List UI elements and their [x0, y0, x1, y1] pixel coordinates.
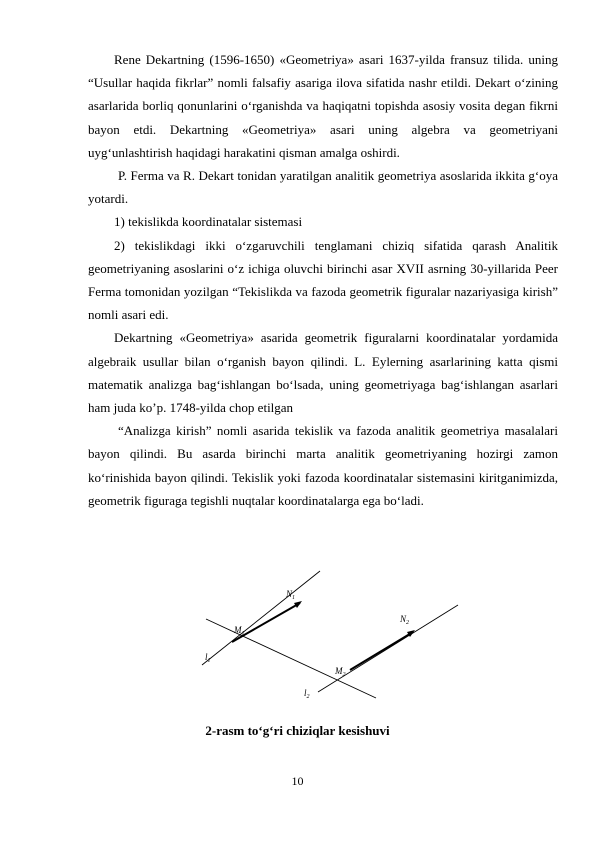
page-number: 10 [291, 774, 304, 788]
list-item-1: 1) tekislikda koordinatalar sistemasi [114, 214, 303, 230]
paragraph-dekart-geometriya: Rene Dekartning (1596-1650) «Geometriya» asari 1637-yilda fransuz tilida. uning “Usullar haqida fikrlar” nomli falsafiy asariga ilova sifatida nashr etildi. Dekart o‘zining asarlarida borliq qonunlarini o‘rganishda va haqiqatni topishda asosiy vosita degan fikrni bayon etdi. Dekartning «Geometriya» asari uning algebra va geometriyani uyg‘unlashtirish haqidagi harakatini qisman amalga oshirdi. [88, 52, 558, 160]
paragraph-analizga-kirish: “Analizga kirish” nomli asarida tekislik va fazoda analitik geometriya masalalari bayon qilindi. Bu asarda birinchi marta analitik geometriyaning hozirgi zamon ko‘rinishida bayon qilindi. Tekislik yoki fazoda koordinatalar sistemasini kiritganimizda, geometrik figuraga tegishli nuqtalar koordinatalarga ega bo‘ladi. [88, 423, 558, 508]
paragraph-eyler: Dekartning «Geometriya» asarida geometrik figuralarni koordinatalar yordamida algebraik usullar bilan o‘rganish bayon qilindi. L. Eylerning asarlarining katta qismi matematik analizga bag‘ishlangan bo‘lsada, uning geometriyaga bag‘ishlangan asarlari ham juda ko’p. 1748-yilda chop etilgan [88, 330, 558, 416]
label-n2: $N_2$ [400, 614, 410, 626]
document-body [88, 48, 558, 512]
figure-caption: 2-rasm to‘g‘ri chiziqlar kesishuvi [205, 723, 390, 738]
intersecting-lines-figure [200, 570, 470, 710]
line-l1 [202, 571, 320, 665]
list-item-2: 2) tekislikdagi ikki o‘zgaruvchili tenglamani chiziq sifatida qarash Analitik geometriyaning asoslarini o‘z ichiga oluvchi birinchi asar XVII asrning 30-yillarida Peer Ferma tomonidan yozilgan “Tekislikda va fazoda geometrik figuralar nazariyasiga kirish” nomli asari edi. [88, 237, 558, 323]
arrowhead-n1 [294, 601, 302, 608]
line-m2n2 [318, 605, 458, 692]
label-l2: $l_2$ [304, 688, 310, 700]
paragraph-ferma-dekart: P. Ferma va R. Dekart tonidan yaratilgan analitik geometriya asoslarida ikkita g‘oya yotardi. [88, 168, 558, 207]
line-l2 [206, 619, 376, 698]
label-n1: $N_1$ [286, 589, 296, 601]
label-m1: $M_1$ [234, 625, 245, 637]
lines-diagram [200, 570, 470, 710]
vector-m2n2 [350, 632, 413, 670]
label-l1: $l_1$ [205, 652, 211, 664]
label-m2: $M_2$ [335, 666, 346, 678]
